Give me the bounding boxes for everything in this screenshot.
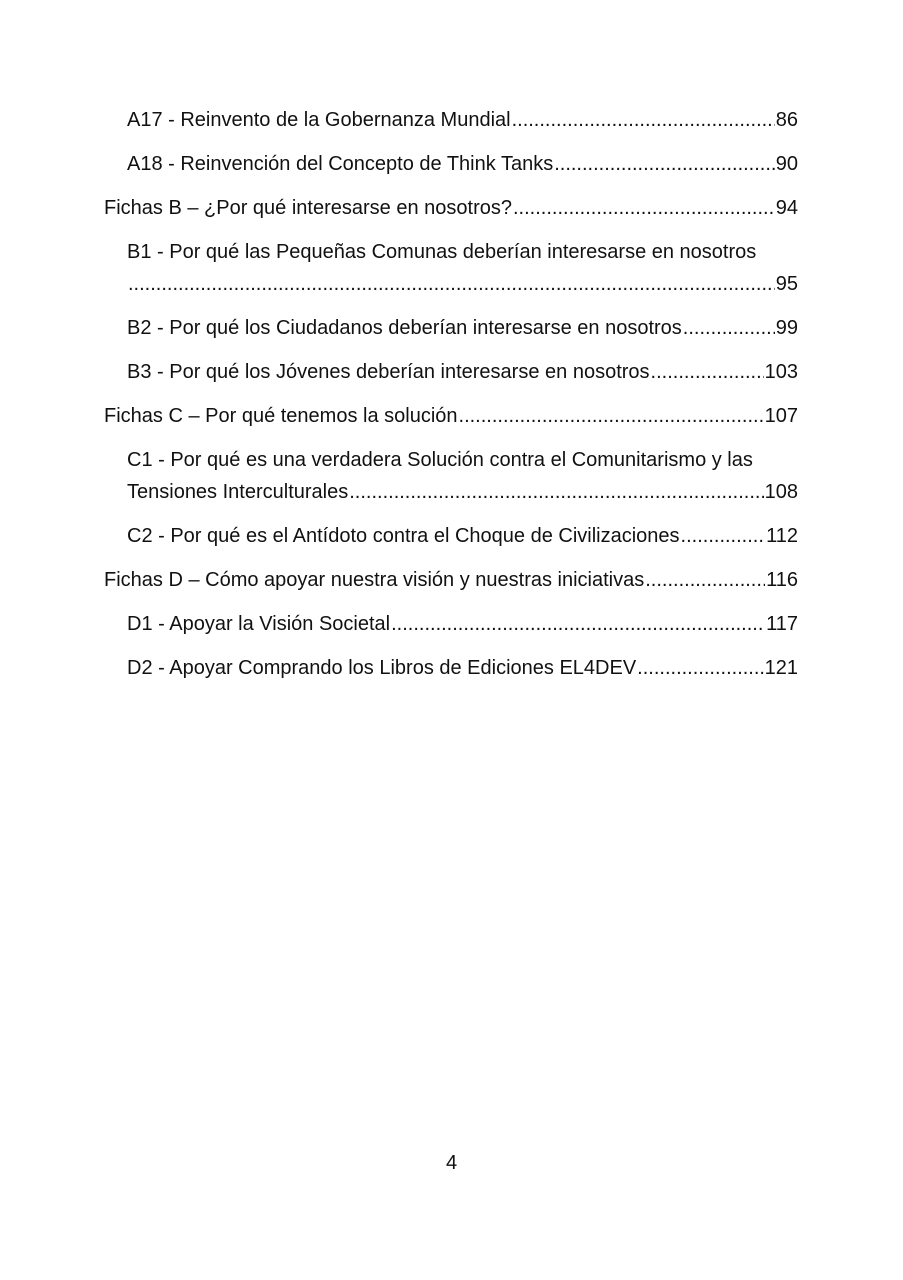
toc-page-number: 90	[775, 153, 798, 175]
toc-entry-title-line1: B1 - Por qué las Pequeñas Comunas deberían interesarse en nosotros	[127, 241, 757, 263]
toc-entry-title: A18 - Reinvención del Concepto de Think Tanks	[127, 153, 554, 175]
toc-entry-title: A17 - Reinvento de la Gobernanza Mundial	[127, 109, 511, 131]
toc-dot-leader	[391, 608, 765, 640]
toc-entry-a17[interactable]	[104, 104, 798, 136]
toc-entry-title: C2 - Por qué es el Antídoto contra el Choque de Civilizaciones	[127, 525, 680, 547]
toc-entry-title: D2 - Apoyar Comprando los Libros de Ediciones EL4DEV	[127, 657, 637, 679]
toc-entry-title: D1 - Apoyar la Visión Societal	[127, 613, 391, 635]
toc-entry-title: B3 - Por qué los Jóvenes deberían interesarse en nosotros	[127, 361, 650, 383]
toc-entry-fichas-c[interactable]	[104, 400, 798, 432]
toc-entry-title: Fichas D – Cómo apoyar nuestra visión y nuestras iniciativas	[104, 569, 645, 591]
toc-entry-title: Fichas C – Por qué tenemos la solución	[104, 405, 458, 427]
toc-entry-d1[interactable]	[104, 608, 798, 640]
toc-page-number: 99	[775, 317, 798, 339]
toc-page-number: 95	[775, 273, 798, 295]
toc-entry-b1[interactable]	[104, 236, 798, 300]
toc-entry-title: B2 - Por qué los Ciudadanos deberían interesarse en nosotros	[127, 317, 682, 339]
toc-dot-leader	[349, 476, 763, 508]
toc-page-number: 107	[764, 405, 798, 427]
toc-page-number: 112	[766, 525, 798, 547]
toc-entry-b3[interactable]	[104, 356, 798, 388]
toc-entry-d2[interactable]	[104, 652, 798, 684]
toc-dot-leader	[128, 268, 775, 300]
toc-entry-c1[interactable]	[104, 444, 798, 508]
toc-dot-leader	[645, 564, 765, 596]
toc-page-number: 117	[766, 613, 798, 635]
toc-dot-leader	[513, 192, 775, 224]
table-of-contents	[104, 104, 798, 696]
toc-dot-leader	[651, 356, 764, 388]
toc-entry-c2[interactable]	[104, 520, 798, 552]
toc-dot-leader	[683, 312, 775, 344]
toc-page-number: 116	[766, 569, 798, 591]
toc-dot-leader	[637, 652, 763, 684]
toc-dot-leader	[459, 400, 764, 432]
toc-entry-fichas-b[interactable]	[104, 192, 798, 224]
toc-dot-leader	[554, 148, 775, 180]
toc-entry-title: Tensiones Interculturales	[127, 481, 349, 503]
toc-page-number: 94	[775, 197, 798, 219]
toc-entry-title: Fichas B – ¿Por qué interesarse en nosotros?	[104, 197, 512, 219]
toc-page-number: 121	[764, 657, 798, 679]
toc-entry-b2[interactable]	[104, 312, 798, 344]
toc-entry-title-line1: C1 - Por qué es una verdadera Solución contra el Comunitarismo y las	[127, 449, 753, 471]
toc-page-number: 103	[764, 361, 798, 383]
toc-page-number: 108	[764, 481, 798, 503]
toc-entry-fichas-d[interactable]	[104, 564, 798, 596]
toc-dot-leader	[512, 104, 775, 136]
page-number-footer: 4	[445, 1152, 458, 1174]
toc-entry-a18[interactable]	[104, 148, 798, 180]
toc-dot-leader	[681, 520, 766, 552]
toc-page-number: 86	[775, 109, 798, 131]
